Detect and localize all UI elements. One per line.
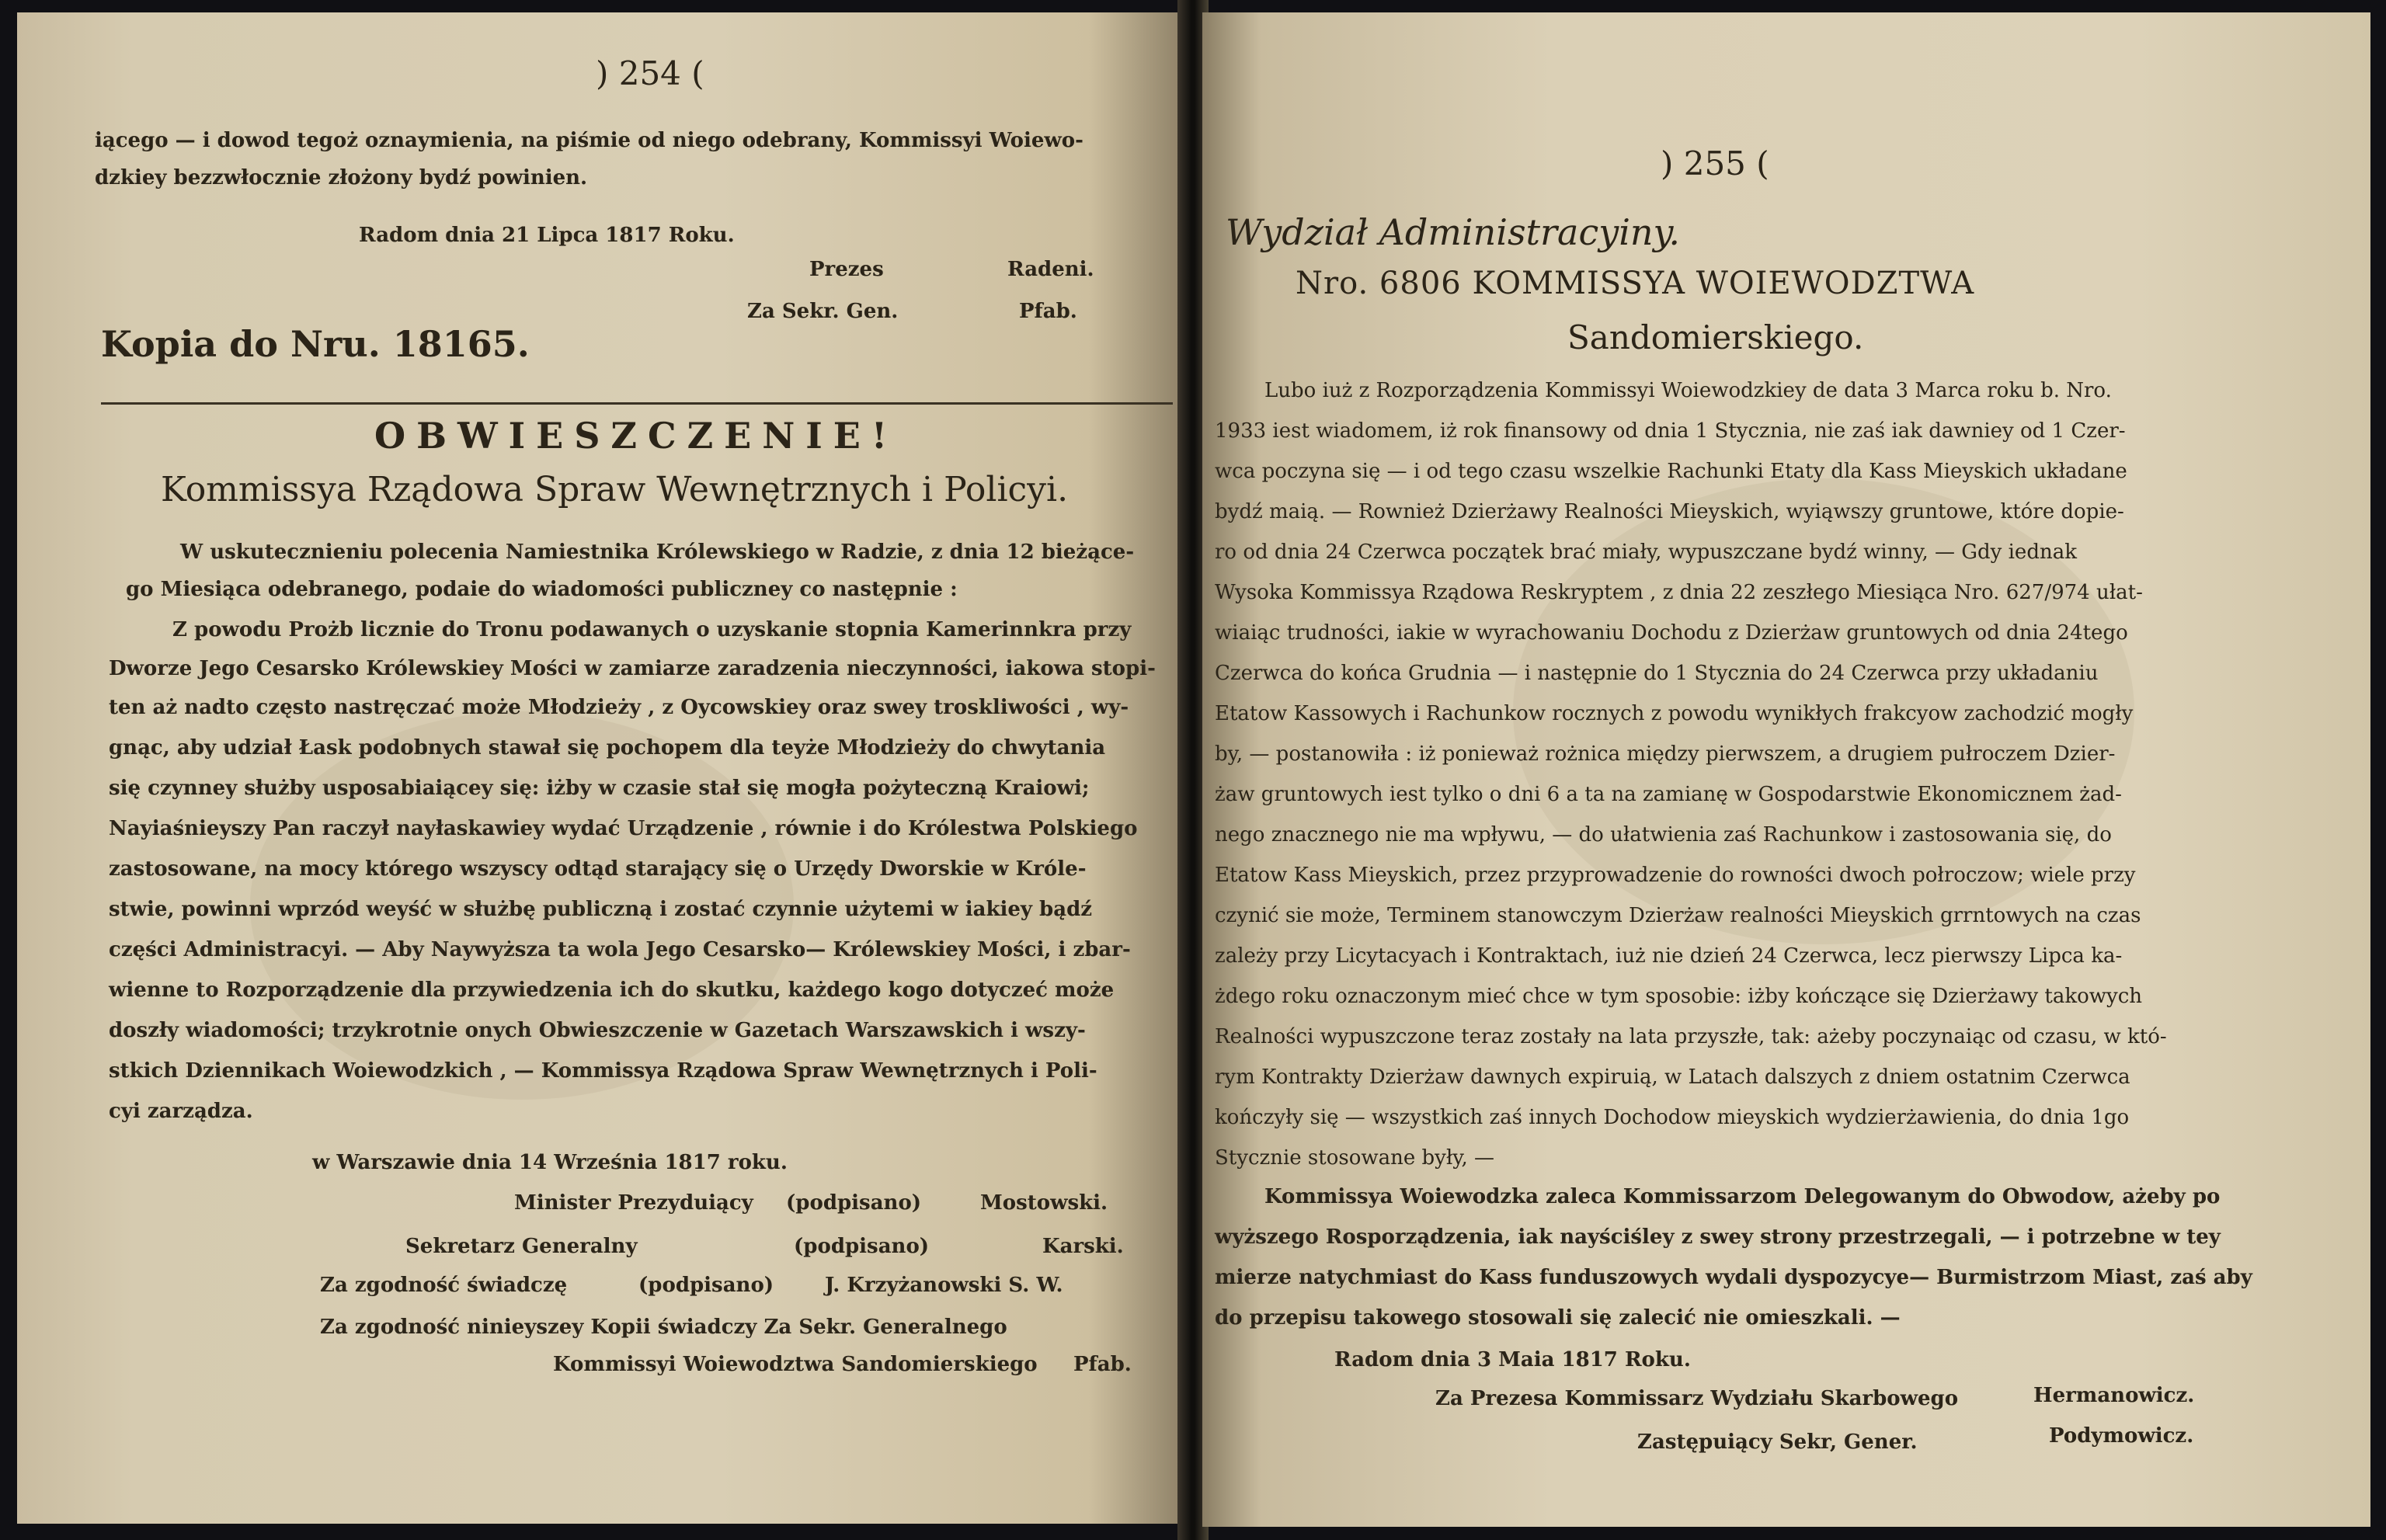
body-line: by, — postanowiła : iż ponieważ rożnica między pierwszem, a drugiem pułroczem Dzier- <box>1215 742 2116 766</box>
zgodnosc-name: Pfab. <box>1073 1353 1132 1376</box>
body-line: Dworze Jego Cesarsko Królewskiey Mości w zamiarze zaradzenia nieczynności, iakowa stopi- <box>109 657 1156 680</box>
sig-name: Mostowski. <box>980 1191 1108 1215</box>
kommissya-subheading: Kommissya Rządowa Spraw Wewnętrznych i Policyi. <box>161 470 1069 509</box>
body-line: Stycznie stosowane były, — <box>1215 1146 1495 1170</box>
body-line: ten aż nadto często nastręczać może Młodzieży , z Oycowskiey oraz swey troskliwości , wy- <box>109 696 1129 719</box>
sig2-name: Podymowicz. <box>2049 1424 2194 1448</box>
sig-note: (podpisano) <box>638 1274 774 1297</box>
prezes-label: Prezes <box>809 258 884 281</box>
body-line: 1933 iest wiadomem, iż rok finansowy od dnia 1 Stycznia, nie zaś iak dawniey od 1 Czer- <box>1215 419 2126 443</box>
body-line: gnąc, aby udział Łask podobnych stawał się pochopem dla teyże Młodzieży do chwytania <box>109 736 1106 760</box>
left-page <box>17 12 1182 1524</box>
body-line: stwie, powinni wprzód weyść w służbę publiczną i zostać czynnie użytemi w iakiey bądź <box>109 898 1093 921</box>
sig2-label: Zastępuiący Sekr, Gener. <box>1637 1430 1918 1454</box>
prezes-name: Radeni. <box>1007 258 1094 281</box>
body-line: żaw gruntowych iest tylko o dni 6 a ta na zamianę w Gospodarstwie Ekonomicznem żad- <box>1215 783 2122 806</box>
body-line: go Miesiąca odebranego, podaie do wiadomości publiczney co następnie : <box>126 578 958 601</box>
body-line: części Administracyi. — Aby Naywyższa ta wola Jego Cesarsko— Królewskiey Mości, i zbar- <box>109 938 1131 961</box>
right-page <box>1202 12 2370 1527</box>
body-line: żdego roku oznaczonym mieć chce w tym sposobie: iżby kończące się Dzierżawy takowych <box>1215 985 2143 1008</box>
body-line: się czynney służby usposabiaiącey się: iżby w czasie stał się mogła pożyteczną Kraiowi; <box>109 777 1090 800</box>
zgodnosc-line: Kommissyi Woiewodztwa Sandomierskiego <box>553 1353 1038 1376</box>
closing-line: do przepisu takowego stosowali się zalecić nie omieszkali. — <box>1215 1306 1901 1330</box>
sig1-name: Hermanowicz. <box>2033 1384 2195 1407</box>
closing-line: wyższego Rosporządzenia, iak nayściśley z swey strony przestrzegali, — i potrzebne w tey <box>1215 1225 2221 1249</box>
body-line: rym Kontrakty Dzierżaw dawnych expiruią, w Latach dalszych z dniem ostatnim Czerwca <box>1215 1065 2130 1089</box>
body-line: cyi zarządza. <box>109 1100 253 1123</box>
body-line: W uskutecznieniu polecenia Namiestnika Królewskiego w Radzie, z dnia 12 bieżące- <box>180 541 1135 564</box>
sig-note: (podpisano) <box>794 1235 930 1258</box>
body-line: Czerwca do końca Grudnia — i następnie do 1 Stycznia do 24 Czerwca przy układaniu <box>1215 662 2099 685</box>
sig-name: Karski. <box>1042 1235 1124 1258</box>
body-line: ro od dnia 24 Czerwca początek brać miały, wypuszczane bydź winny, — Gdy iednak <box>1215 541 2077 564</box>
body-line: Realności wypuszczone teraz zostały na lata przyszłe, tak: ażeby poczynaiąc od czasu, w któ- <box>1215 1025 2167 1048</box>
body-line: wca poczyna się — i od tego czasu wszelkie Rachunki Etaty dla Kass Mieyskich układane <box>1215 460 2127 483</box>
body-line: doszły wiadomości; trzykrotnie onych Obwieszczenie w Gazetach Warszawskich i wszy- <box>109 1019 1086 1042</box>
sekr-name: Pfab. <box>1019 300 1077 323</box>
wydzial-heading: Wydział Administracyiny. <box>1226 211 1681 253</box>
closing-line: Kommissya Woiewodzka zaleca Kommissarzom Delegowanym do Obwodow, ażeby po <box>1264 1185 2221 1208</box>
body-line: Nayiaśnieyszy Pan raczył nayłaskawiey wydać Urządzenie , równie i do Królestwa Polskiego <box>109 817 1138 840</box>
page-number-right: ) 255 ( <box>1661 144 1769 183</box>
zgodnosc-line: Za zgodność ninieyszey Kopii świadczy Za Sekr. Generalnego <box>320 1316 1007 1339</box>
kopia-heading: Kopia do Nru. 18165. <box>101 323 530 365</box>
body-line: wiaiąc trudności, iakie w wyrachowaniu Dochodu z Dzierżaw gruntowych od dnia 24tego <box>1215 621 2128 645</box>
date-line-left: Radom dnia 21 Lipca 1817 Roku. <box>359 224 735 247</box>
place-date: w Warszawie dnia 14 Września 1817 roku. <box>312 1151 788 1174</box>
body-line: Z powodu Prożb licznie do Tronu podawanych o uzyskanie stopnia Kamerinnkra przy <box>172 618 1132 641</box>
body-line: kończyły się — wszystkich zaś innych Dochodow mieyskich wydzierżawienia, do dnia 1go <box>1215 1106 2130 1129</box>
date-line-right: Radom dnia 3 Maia 1817 Roku. <box>1334 1348 1691 1371</box>
sig-note: (podpisano) <box>786 1191 922 1215</box>
closing-line: mierze natychmiast do Kass funduszowych wydali dyspozycye— Burmistrzom Miast, zaś aby <box>1215 1266 2252 1289</box>
sig-role: Za zgodność świadczę <box>320 1274 568 1297</box>
page-number-left: ) 254 ( <box>596 54 704 92</box>
sig-name: J. Krzyżanowski S. W. <box>825 1274 1063 1297</box>
divider-rule <box>101 402 1173 405</box>
sekr-label: Za Sekr. Gen. <box>747 300 899 323</box>
body-line: stkich Dziennikach Woiewodzkich , — Kommissya Rządowa Spraw Wewnętrznych i Poli- <box>109 1059 1097 1083</box>
body-line: Wysoka Kommissya Rządowa Reskryptem , z dnia 22 zeszłego Miesiąca Nro. 627/974 ułat- <box>1215 581 2143 604</box>
body-line: czynić sie może, Terminem stanowczym Dzierżaw realności Mieyskich grrntowych na czas <box>1215 904 2141 927</box>
intro-line: iącego — i dowod tegoż oznaymienia, na piśmie od niego odebrany, Kommissyi Woiewo- <box>95 129 1083 152</box>
body-line: zależy przy Licytacyach i Kontraktach, iuż nie dzień 24 Czerwca, lecz pierwszy Lipca ka- <box>1215 944 2123 968</box>
body-line: Etatow Kass Mieyskich, przez przyprowadzenie do rowności dwoch połroczow; wiele przy <box>1215 864 2136 887</box>
obwieszczenie-heading: OBWIESZCZENIE! <box>374 415 899 457</box>
sandomierskiego-heading: Sandomierskiego. <box>1567 318 1864 356</box>
body-line: zastosowane, na mocy którego wszyscy odtąd starający się o Urzędy Dworskie w Króle- <box>109 857 1087 881</box>
sig-role: Sekretarz Generalny <box>405 1235 638 1258</box>
sig1-label: Za Prezesa Kommissarz Wydziału Skarbowego <box>1435 1387 1959 1410</box>
body-line: bydź maią. — Rownież Dzierżawy Realności Mieyskich, wyiąwszy gruntowe, które dopie- <box>1215 500 2124 523</box>
intro-line: dzkiey bezzwłocznie złożony bydź powinien. <box>95 166 588 189</box>
sig-role: Minister Prezyduiący <box>514 1191 753 1215</box>
body-line: nego znacznego nie ma wpływu, — do ułatwienia zaś Rachunkow i zastosowania się, do <box>1215 823 2112 846</box>
body-line: wienne to Rozporządzenie dla przywiedzenia ich do skutku, każdego kogo dotyczeć może <box>109 979 1115 1002</box>
body-line: Etatow Kassowych i Rachunkow rocznych z powodu wynikłych frakcyow zachodzić mogły <box>1215 702 2134 725</box>
nro-heading: Nro. 6806 KOMMISSYA WOIEWODZTWA <box>1296 266 1975 301</box>
body-line: Lubo iuż z Rozporządzenia Kommissyi Woiewodzkiey de data 3 Marca roku b. Nro. <box>1264 379 2112 402</box>
